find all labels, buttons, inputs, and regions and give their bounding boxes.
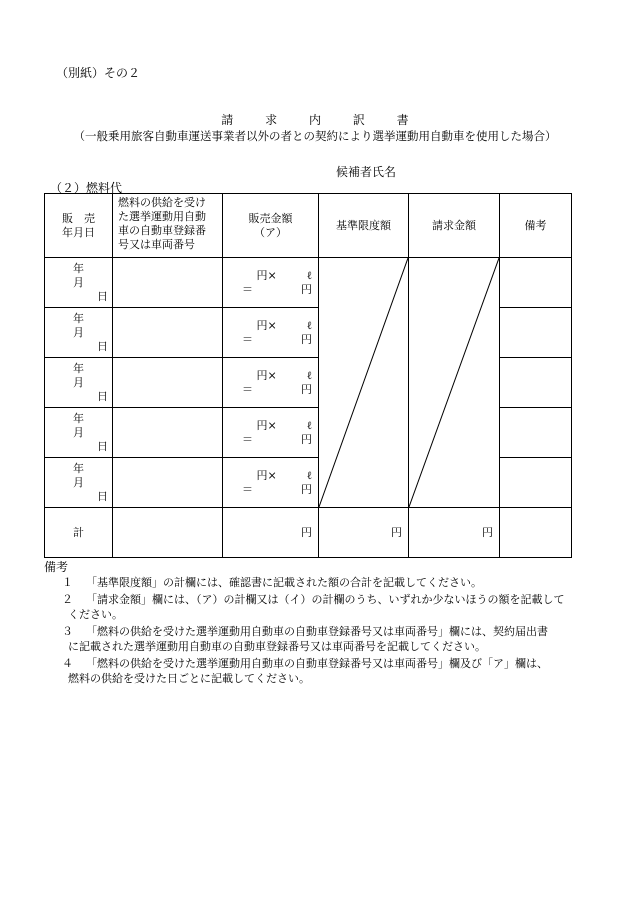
remarks-cell[interactable] bbox=[500, 358, 572, 408]
vehicle-number-cell[interactable] bbox=[113, 458, 223, 508]
note-number: ２ bbox=[62, 593, 73, 606]
total-label: 計 bbox=[45, 508, 113, 558]
remarks-cell[interactable] bbox=[500, 258, 572, 308]
diagonal-slash bbox=[319, 258, 408, 507]
vehicle-number-cell[interactable] bbox=[113, 408, 223, 458]
title-char: 書 bbox=[396, 113, 409, 127]
title-char: 請 bbox=[221, 113, 234, 127]
candidate-name-label: 候補者氏名 bbox=[336, 165, 397, 179]
sale-date-cell[interactable]: 年 月日 bbox=[45, 308, 113, 358]
header-standard-limit: 基準限度額 bbox=[319, 194, 409, 258]
note-text: 「基準限度額」の計欄には、確認書に記載された額の合計を記載してください。 bbox=[86, 576, 482, 589]
sale-amount-cell[interactable]: 円× ℓ ＝ 円 bbox=[223, 308, 319, 358]
claim-amount-diagonal-cell bbox=[409, 258, 500, 508]
note-text: 「燃料の供給を受けた選挙運動用自動車の自動車登録番号又は車両番号」欄には、契約届出書 bbox=[86, 625, 548, 638]
notes-title: 備考 bbox=[44, 560, 69, 574]
vehicle-number-cell[interactable] bbox=[113, 308, 223, 358]
note-number: １ bbox=[62, 576, 73, 589]
note-text: 「請求金額」欄には、（ア）の計欄又は（イ）の計欄のうち、いずれか少ないほうの額を記載して bbox=[86, 593, 565, 606]
total-remarks-cell[interactable] bbox=[500, 508, 572, 558]
diagonal-line bbox=[409, 258, 499, 507]
vehicle-number-cell[interactable] bbox=[113, 258, 223, 308]
note-text: に記載された選挙運動用自動車の自動車登録番号又は車両番号を記載してください。 bbox=[68, 640, 486, 653]
note-item bbox=[62, 656, 548, 686]
standard-limit-diagonal-cell bbox=[319, 258, 409, 508]
note-item bbox=[62, 624, 548, 654]
diagonal-line bbox=[319, 258, 408, 507]
total-standard-limit[interactable]: 円 bbox=[319, 508, 409, 558]
diagonal-slash bbox=[409, 258, 499, 507]
total-row bbox=[45, 508, 572, 558]
sale-date-cell[interactable]: 年 月日 bbox=[45, 358, 113, 408]
vehicle-number-cell[interactable] bbox=[113, 358, 223, 408]
total-vehicle-cell[interactable] bbox=[113, 508, 223, 558]
sale-amount-cell[interactable]: 円× ℓ ＝ 円 bbox=[223, 358, 319, 408]
sale-amount-cell[interactable]: 円× ℓ ＝ 円 bbox=[223, 408, 319, 458]
sale-amount-cell[interactable]: 円× ℓ ＝ 円 bbox=[223, 258, 319, 308]
note-text: 燃料の供給を受けた日ごとに記載してください。 bbox=[68, 672, 310, 685]
header-vehicle-number: 燃料の供給を受け た選挙運動用自動 車の自動車登録番 号又は車両番号 bbox=[113, 194, 223, 258]
document-subtitle: （一般乗用旅客自動車運送事業者以外の者との契約により選挙運動用自動車を使用した場合） bbox=[73, 129, 557, 143]
header-sale-date: 販 売 年月日 bbox=[45, 194, 113, 258]
header-row bbox=[45, 194, 572, 258]
header-remarks: 備考 bbox=[500, 194, 572, 258]
document-title bbox=[0, 111, 630, 128]
note-item bbox=[62, 575, 482, 590]
note-text: 「燃料の供給を受けた選挙運動用自動車の自動車登録番号又は車両番号」欄及び「ア」欄は、 bbox=[86, 657, 548, 670]
note-item bbox=[62, 592, 565, 622]
header-claim-amount: 請求金額 bbox=[409, 194, 500, 258]
note-text: ください。 bbox=[68, 608, 123, 621]
table-row bbox=[45, 258, 572, 308]
sale-date-cell[interactable]: 年 月日 bbox=[45, 408, 113, 458]
remarks-cell[interactable] bbox=[500, 408, 572, 458]
section-label: （２）燃料代 bbox=[50, 181, 123, 195]
document-label: （別紙）その２ bbox=[56, 66, 141, 80]
header-sale-amount: 販売金額 （ア） bbox=[223, 194, 319, 258]
remarks-cell[interactable] bbox=[500, 308, 572, 358]
total-amount[interactable]: 円 bbox=[223, 508, 319, 558]
sale-date-cell[interactable]: 年 月日 bbox=[45, 458, 113, 508]
total-claim-amount[interactable]: 円 bbox=[409, 508, 500, 558]
note-number: ３ bbox=[62, 625, 73, 638]
sale-amount-cell[interactable]: 円× ℓ ＝ 円 bbox=[223, 458, 319, 508]
title-char: 内 bbox=[308, 113, 321, 127]
sale-date-cell[interactable]: 年 月日 bbox=[45, 258, 113, 308]
title-char: 訳 bbox=[352, 113, 365, 127]
note-number: ４ bbox=[62, 657, 73, 670]
fuel-cost-table bbox=[44, 193, 572, 558]
title-char: 求 bbox=[265, 113, 278, 127]
remarks-cell[interactable] bbox=[500, 458, 572, 508]
